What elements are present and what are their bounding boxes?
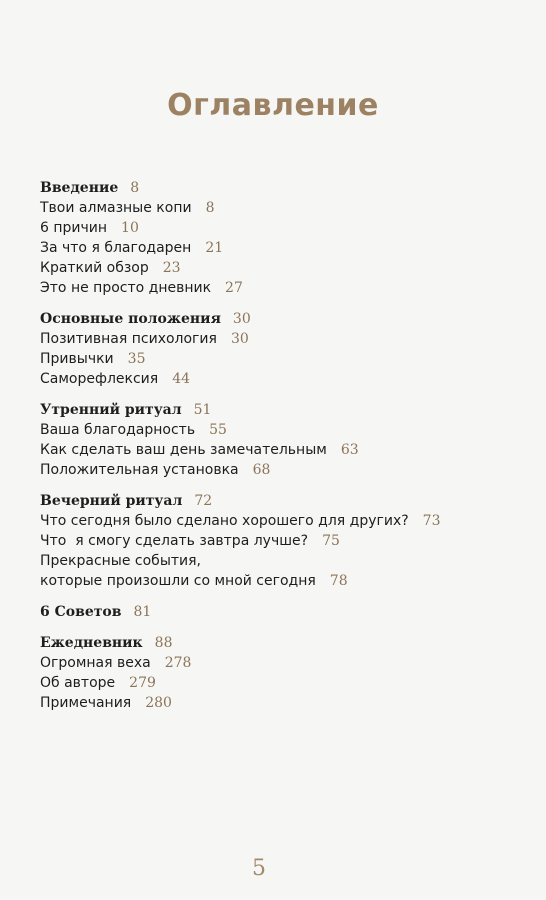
toc-entry-text: Это не просто дневник (40, 280, 212, 296)
toc-entry-text: Краткий обзор (40, 260, 149, 276)
toc-section-heading[interactable] (40, 633, 520, 653)
toc-entry-text: Примечания (40, 695, 132, 711)
toc-entry-text: которые произошли со мной сегодня (40, 573, 316, 589)
toc-page-number: 35 (127, 351, 146, 367)
toc-page-number: 278 (164, 655, 192, 671)
toc-entry-text: Что сегодня было сделано хорошего для других? (40, 513, 409, 529)
toc-entry-line1[interactable] (40, 551, 520, 571)
toc-page-number: 68 (252, 462, 271, 478)
toc-entry[interactable] (40, 420, 520, 440)
toc-page-number: 44 (172, 371, 191, 387)
toc-heading-text: Вечерний ритуал (40, 493, 183, 509)
toc-section-heading[interactable] (40, 178, 520, 198)
toc-page-number: 27 (225, 280, 243, 296)
toc-entry[interactable] (40, 238, 520, 258)
toc-page-number: 78 (329, 573, 348, 589)
toc-page-number: 10 (121, 220, 139, 236)
toc-entry[interactable] (40, 693, 520, 713)
toc-page-number: 30 (230, 331, 249, 347)
toc-page-number: 8 (205, 200, 215, 216)
toc-entry-text: Об авторе (40, 675, 116, 691)
toc-section-evening-ritual (40, 491, 520, 591)
toc-entry-line2[interactable] (40, 571, 520, 591)
toc-page-number: 81 (133, 604, 152, 620)
toc-page-number: 23 (162, 260, 181, 276)
toc-entry-text: Ваша благодарность (40, 422, 196, 438)
toc-entry-text: За что я благодарен (40, 240, 192, 256)
toc-entry[interactable] (40, 369, 520, 389)
toc-page-number: 280 (145, 695, 172, 711)
toc-page-number: 21 (205, 240, 224, 256)
toc-heading-text: 6 Советов (40, 604, 122, 620)
toc-entry-text: Твои алмазные копи (40, 200, 192, 216)
toc-entry[interactable] (40, 218, 520, 238)
toc-section-heading[interactable] (40, 309, 520, 329)
toc-entry-text: Привычки (40, 351, 114, 367)
toc-page-number: 72 (194, 493, 213, 509)
toc-section-heading[interactable] (40, 602, 520, 622)
toc-entry[interactable] (40, 198, 520, 218)
toc-page-number: 279 (129, 675, 156, 691)
toc-entry[interactable] (40, 673, 520, 693)
toc-section-heading[interactable] (40, 491, 520, 511)
toc-section-six-tips (40, 602, 520, 622)
toc-entry-text: Положительная установка (40, 462, 239, 478)
page-title: Оглавление (167, 88, 379, 123)
toc-page-number: 88 (154, 635, 173, 651)
toc-entry-text: Позитивная психология (40, 331, 217, 347)
toc-entry-text: 6 причин (40, 220, 108, 236)
toc-entry[interactable] (40, 653, 520, 673)
toc-page-number: 73 (422, 513, 441, 529)
toc-page-number: 51 (193, 402, 212, 418)
toc-entry[interactable] (40, 511, 520, 531)
toc-entry-text: Огромная веха (40, 655, 151, 671)
toc-section-planner (40, 633, 520, 713)
toc-entry[interactable] (40, 278, 520, 298)
toc-entry[interactable] (40, 258, 520, 278)
toc-heading-text: Утренний ритуал (40, 402, 182, 418)
toc-entry-text: Прекрасные события, (40, 553, 201, 569)
toc-section-heading[interactable] (40, 400, 520, 420)
table-of-contents (40, 178, 520, 724)
toc-page-number: 75 (322, 533, 340, 549)
toc-page-number: 63 (340, 442, 359, 458)
toc-entry-text: Как сделать ваш день замечательным (40, 442, 327, 458)
toc-section-basics (40, 309, 520, 389)
toc-section-morning-ritual (40, 400, 520, 480)
toc-page-number: 55 (209, 422, 227, 438)
toc-page-number: 30 (232, 311, 251, 327)
toc-entry[interactable] (40, 531, 520, 551)
toc-heading-text: Основные положения (40, 311, 221, 327)
page-number: 5 (252, 856, 266, 881)
toc-entry[interactable] (40, 440, 520, 460)
toc-entry-text: Что я смогу сделать завтра лучше? (40, 533, 309, 549)
toc-page-number: 8 (130, 180, 140, 196)
toc-entry[interactable] (40, 349, 520, 369)
toc-section-introduction (40, 178, 520, 298)
toc-heading-text: Введение (40, 180, 119, 196)
toc-heading-text: Ежедневник (40, 635, 143, 651)
toc-entry[interactable] (40, 329, 520, 349)
toc-entry-text: Саморефлексия (40, 371, 159, 387)
toc-entry[interactable] (40, 460, 520, 480)
